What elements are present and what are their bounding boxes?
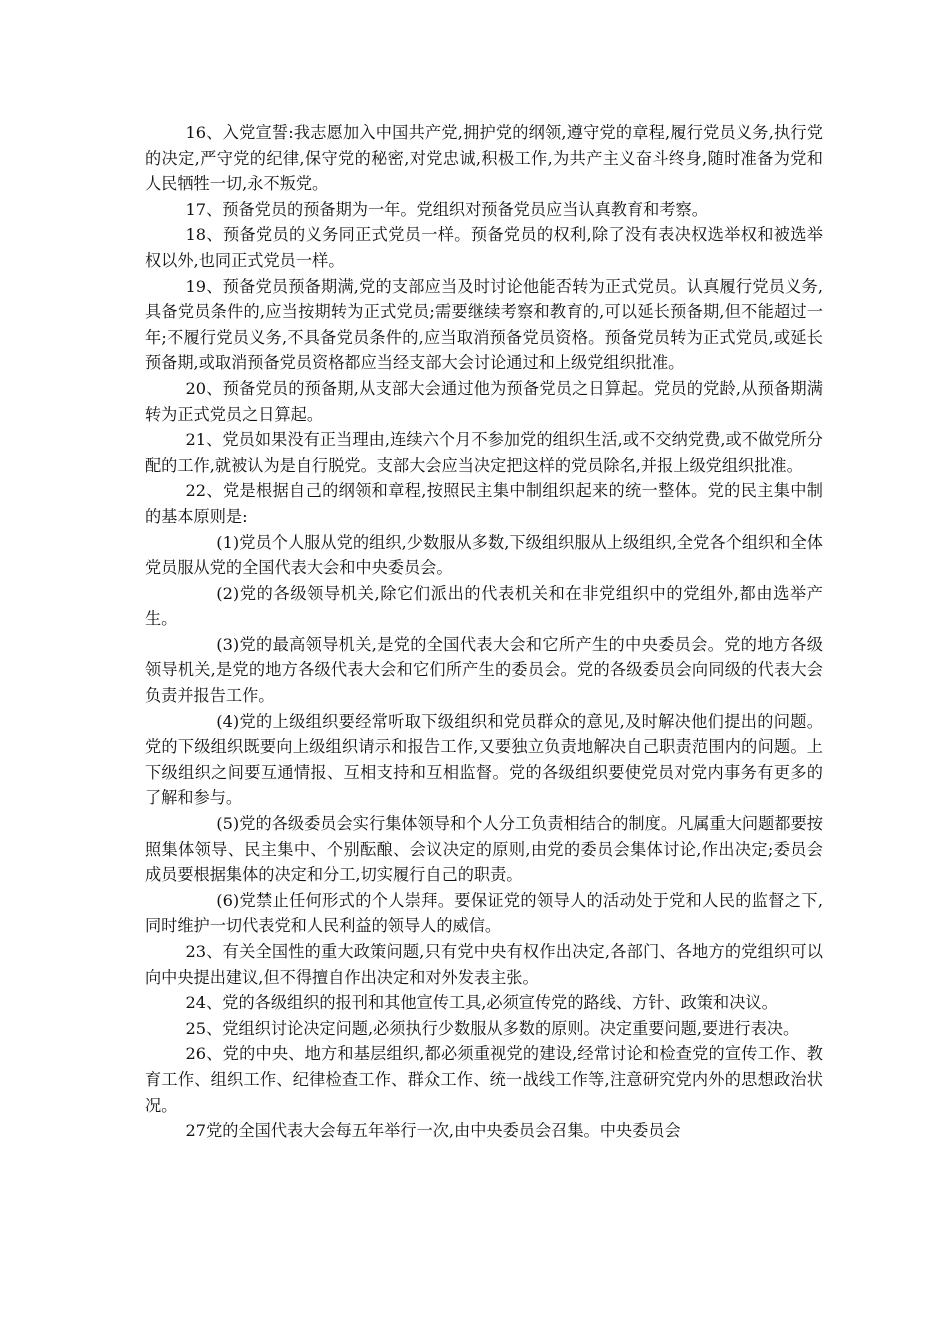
paragraph-19: 19、预备党员预备期满,党的支部应当及时讨论他能否转为正式党员。认真履行党员义务,具备党员条件的,应当按期转为正式党员;需要继续考察和教育的,可以延长预备期,但不能超过一年;不履行党员义务,不具备党员条件的,应当取消预备党员资格。预备党员转为正式党员,或延长预备期,或取消预备党员资格都应当经支部大会讨论通过和上级党组织批准。 <box>145 276 823 373</box>
paragraph-23: 23、有关全国性的重大政策问题,只有党中央有权作出决定,各部门、各地方的党组织可以向中央提出建议,但不得擅自作出决定和对外发表主张。 <box>145 942 823 987</box>
paragraph-16: 16、入党宣誓:我志愿加入中国共产党,拥护党的纲领,遵守党的章程,履行党员义务,执行党的决定,严守党的纪律,保守党的秘密,对党忠诚,积极工作,为共产主义奋斗终身,随时准备为党和人民牺牲一切,永不叛党。 <box>145 123 823 194</box>
paragraph-20: 20、预备党员的预备期,从支部大会通过他为预备党员之日算起。党员的党龄,从预备期满转为正式党员之日算起。 <box>145 378 823 424</box>
paragraph-21: 21、党员如果没有正当理由,连续六个月不参加党的组织生活,或不交纳党费,或不做党所分配的工作,就被认为是自行脱党。支部大会应当决定把这样的党员除名,并报上级党组织批准。 <box>145 430 823 475</box>
paragraph-22-item-2: (2)党的各级领导机关,除它们派出的代表机关和在非党组织中的党组外,都由选举产生。 <box>145 583 823 629</box>
paragraph-22-item-1: (1)党员个人服从党的组织,少数服从多数,下级组织服从上级组织,全党各个组织和全体党员服从党的全国代表大会和中央委员会。 <box>145 532 823 578</box>
paragraph-22-item-4: (4)党的上级组织要经常听取下级组织和党员群众的意见,及时解决他们提出的问题。党的下级组织既要向上级组织请示和报告工作,又要独立负责地解决自己职责范围内的问题。上下级组织之间要互通情报、互相支持和互相监督。党的各级组织要使党员对党内事务有更多的了解和参与。 <box>145 711 823 808</box>
paragraph-22: 22、党是根据自己的纲领和章程,按照民主集中制组织起来的统一整体。党的民主集中制的基本原则是: <box>145 481 823 526</box>
paragraph-22-item-5: (5)党的各级委员会实行集体领导和个人分工负责相结合的制度。凡属重大问题都要按照集体领导、民主集中、个别酝酿、会议决定的原则,由党的委员会集体讨论,作出决定;委员会成员要根据集体的决定和分工,切实履行自己的职责。 <box>145 814 823 885</box>
document-body <box>145 120 823 1144</box>
paragraph-18: 18、预备党员的义务同正式党员一样。预备党员的权利,除了没有表决权选举权和被选举权以外,也同正式党员一样。 <box>145 225 823 270</box>
paragraph-26: 26、党的中央、地方和基层组织,都必须重视党的建设,经常讨论和检查党的宣传工作、教育工作、组织工作、纪律检查工作、群众工作、统一战线工作等,注意研究党内外的思想政治状况。 <box>145 1044 823 1115</box>
paragraph-27: 27党的全国代表大会每五年举行一次,由中央委员会召集。中央委员会 <box>185 1121 681 1141</box>
paragraph-17: 17、预备党员的预备期为一年。党组织对预备党员应当认真教育和考察。 <box>185 199 708 219</box>
paragraph-22-item-6: (6)党禁止任何形式的个人崇拜。要保证党的领导人的活动处于党和人民的监督之下,同时维护一切代表党和人民利益的领导人的威信。 <box>145 890 823 936</box>
paragraph-22-item-3: (3)党的最高领导机关,是党的全国代表大会和它所产生的中央委员会。党的地方各级领导机关,是党的地方各级代表大会和它们所产生的委员会。党的各级委员会向同级的代表大会负责并报告工作。 <box>145 634 823 706</box>
paragraph-25: 25、党组织讨论决定问题,必须执行少数服从多数的原则。决定重要问题,要进行表决。 <box>185 1018 800 1038</box>
paragraph-24: 24、党的各级组织的报刊和其他宣传工具,必须宣传党的路线、方针、政策和决议。 <box>185 993 778 1013</box>
